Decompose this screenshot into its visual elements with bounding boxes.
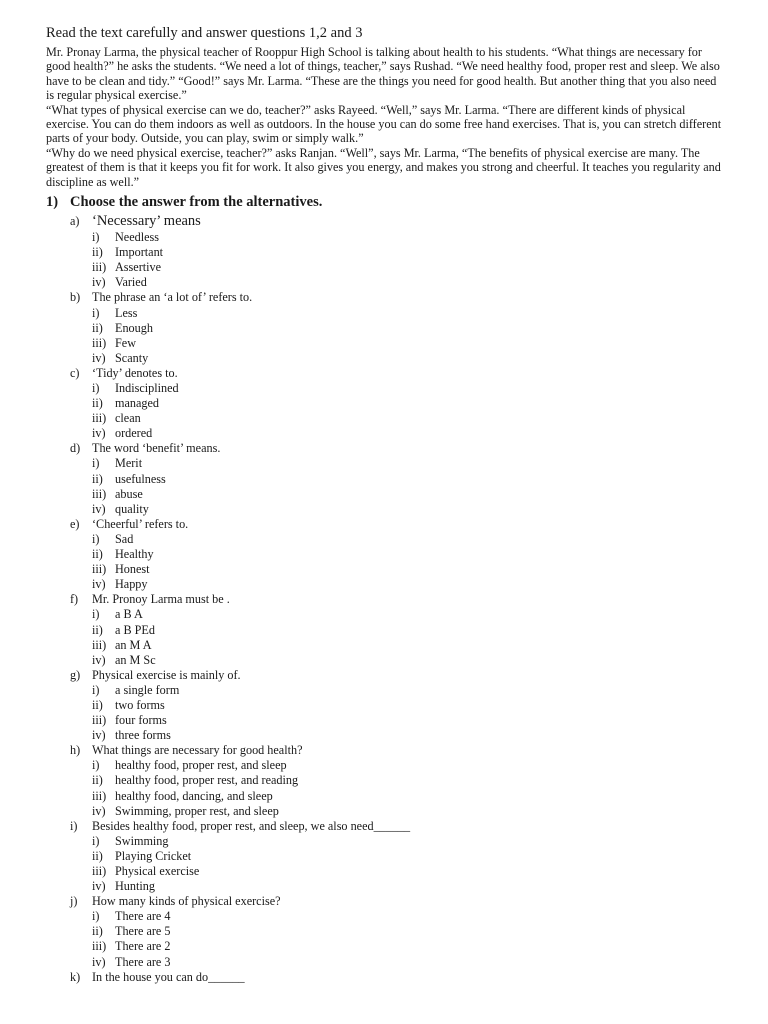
- option-item: [46, 577, 722, 592]
- option-number: i): [92, 531, 100, 546]
- option-number: iii): [92, 411, 107, 426]
- option-item: [46, 879, 722, 894]
- option-item: [46, 909, 722, 924]
- option-item: [46, 773, 722, 788]
- option-number: i): [92, 607, 100, 622]
- question-text: ‘Necessary’ means: [92, 213, 201, 230]
- question-h: [46, 743, 722, 818]
- question-letter: b): [70, 290, 81, 305]
- question-text: Besides healthy food, proper rest, and sleep, we also need______: [92, 818, 411, 833]
- question-line: [46, 592, 722, 607]
- question-line: [46, 894, 722, 909]
- question-text: Mr. Pronoy Larma must be .: [92, 592, 230, 607]
- option-number: ii): [92, 320, 103, 335]
- question-line: [46, 366, 722, 381]
- option-list: [46, 230, 722, 290]
- option-item: [46, 728, 722, 743]
- question-letter: g): [70, 667, 81, 682]
- option-item: [46, 849, 722, 864]
- option-number: iii): [92, 335, 107, 350]
- option-number: iv): [92, 728, 106, 743]
- question-letter: i): [70, 818, 78, 833]
- question-f: [46, 592, 722, 667]
- option-item: [46, 789, 722, 804]
- option-text: three forms: [115, 728, 171, 743]
- option-item: [46, 351, 722, 366]
- option-text: Hunting: [115, 879, 155, 894]
- option-number: iii): [92, 788, 107, 803]
- option-item: [46, 562, 722, 577]
- question-j: [46, 894, 722, 969]
- option-text: abuse: [115, 486, 143, 501]
- option-text: Indisciplined: [115, 381, 179, 395]
- section-heading: [46, 193, 722, 211]
- passage-paragraph-3: “Why do we need physical exercise, teacher?” asks Ranjan. “Well”, says Mr. Larma, “The benefits of physical exercise are many. The greatest of them is that it keeps you fit for work. It also gives you energy, and makes you strong and cheerful. It teaches you regularity and discipline as well.”: [46, 145, 721, 189]
- option-number: i): [92, 682, 100, 697]
- option-number: i): [92, 909, 100, 924]
- option-list: [46, 909, 722, 969]
- option-item: [46, 955, 722, 970]
- option-text: Playing Cricket: [115, 848, 192, 863]
- option-list: [46, 758, 722, 818]
- option-item: [46, 607, 722, 622]
- question-letter: e): [70, 516, 80, 531]
- option-number: ii): [92, 396, 103, 411]
- option-number: i): [92, 381, 100, 395]
- option-item: [46, 381, 722, 396]
- option-item: [46, 804, 722, 819]
- option-number: i): [92, 833, 100, 848]
- question-text: The phrase an ‘a lot of’ refers to.: [92, 290, 253, 305]
- question-letter: c): [70, 365, 80, 380]
- option-item: [46, 472, 722, 487]
- option-text: ordered: [115, 426, 153, 441]
- option-item: [46, 834, 722, 849]
- option-item: [46, 713, 722, 728]
- option-item: [46, 411, 722, 426]
- passage-paragraph-2: “What types of physical exercise can we do, teacher?” asks Rayeed. “Well,” says Mr. Larma. “There are different kinds of physical exercise. You can do them indoors as well as outdoors. In the house you can do some free hand exercises. That is, you can stretch different parts of your body. Outside, you can play, swim or simply walk.”: [46, 102, 722, 146]
- option-number: ii): [92, 924, 103, 939]
- option-text: Varied: [115, 275, 147, 290]
- option-text: There are 3: [115, 954, 171, 969]
- option-item: [46, 502, 722, 517]
- option-text: clean: [115, 411, 141, 426]
- worksheet-page: [46, 24, 722, 985]
- option-number: ii): [92, 773, 103, 788]
- option-text: Sad: [115, 531, 134, 546]
- option-number: iii): [92, 864, 107, 878]
- option-list: [46, 683, 722, 743]
- option-text: Needless: [115, 230, 159, 245]
- option-text: healthy food, proper rest, and sleep: [115, 758, 287, 773]
- option-item: [46, 623, 722, 638]
- question-c: [46, 366, 722, 441]
- option-item: [46, 864, 722, 879]
- option-number: i): [92, 230, 100, 245]
- option-text: four forms: [115, 713, 167, 728]
- option-number: iii): [92, 713, 107, 728]
- option-text: Happy: [115, 577, 148, 592]
- option-list: [46, 381, 722, 441]
- option-text: managed: [115, 396, 159, 411]
- question-text: The word ‘benefit’ means.: [92, 441, 221, 456]
- question-text: ‘Tidy’ denotes to.: [92, 365, 178, 380]
- option-text: Merit: [115, 456, 143, 471]
- option-item: [46, 638, 722, 653]
- question-i: [46, 819, 722, 894]
- option-number: iv): [92, 652, 106, 667]
- question-line: [46, 668, 722, 683]
- option-number: i): [92, 456, 100, 471]
- option-text: Few: [115, 335, 136, 350]
- question-letter: j): [70, 894, 78, 909]
- question-text: ‘Cheerful’ refers to.: [92, 516, 189, 531]
- option-item: [46, 924, 722, 939]
- option-text: Swimming, proper rest, and sleep: [115, 803, 279, 818]
- option-number: ii): [92, 471, 103, 486]
- question-g: [46, 668, 722, 743]
- option-item: [46, 306, 722, 321]
- question-d: [46, 441, 722, 516]
- option-number: iii): [92, 260, 107, 275]
- option-item: [46, 245, 722, 260]
- option-text: two forms: [115, 697, 165, 712]
- option-number: iv): [92, 954, 106, 969]
- question-e: [46, 517, 722, 592]
- question-letter: d): [70, 441, 81, 456]
- option-number: iv): [92, 803, 106, 818]
- option-item: [46, 336, 722, 351]
- question-text: What things are necessary for good health?: [92, 743, 303, 758]
- option-number: ii): [92, 622, 103, 637]
- option-text: There are 5: [115, 924, 171, 939]
- option-item: [46, 396, 722, 411]
- option-item: [46, 653, 722, 668]
- option-number: iii): [92, 562, 107, 577]
- option-number: iv): [92, 275, 106, 290]
- option-text: quality: [115, 501, 149, 516]
- question-letter: a): [70, 214, 80, 229]
- question-letter: k): [70, 969, 81, 984]
- option-list: [46, 607, 722, 667]
- option-item: [46, 426, 722, 441]
- option-item: [46, 260, 722, 275]
- question-line: [46, 517, 722, 532]
- option-item: [46, 275, 722, 290]
- option-number: ii): [92, 848, 103, 863]
- option-text: Healthy: [115, 547, 154, 562]
- option-number: iv): [92, 577, 106, 592]
- option-number: iii): [92, 486, 107, 501]
- option-item: [46, 532, 722, 547]
- option-text: There are 4: [115, 909, 171, 924]
- section-title: Choose the answer from the alternatives.: [70, 194, 323, 211]
- option-item: [46, 758, 722, 773]
- option-number: ii): [92, 697, 103, 712]
- option-text: There are 2: [115, 939, 171, 954]
- option-list: [46, 834, 722, 894]
- option-number: iv): [92, 426, 106, 441]
- question-text: In the house you can do______: [92, 969, 245, 984]
- option-list: [46, 532, 722, 592]
- question-line: [46, 213, 722, 230]
- option-item: [46, 321, 722, 336]
- option-text: an M A: [115, 637, 152, 652]
- option-text: a B PEd: [115, 622, 155, 637]
- question-letter: h): [70, 743, 81, 758]
- option-item: [46, 456, 722, 471]
- option-list: [46, 456, 722, 516]
- option-item: [46, 939, 722, 954]
- option-list: [46, 306, 722, 366]
- option-item: [46, 230, 722, 245]
- option-text: a single form: [115, 682, 180, 697]
- option-text: healthy food, proper rest, and reading: [115, 773, 299, 788]
- question-b: [46, 290, 722, 365]
- question-letter: f): [70, 592, 79, 607]
- option-text: Important: [115, 245, 164, 260]
- question-line: [46, 970, 722, 985]
- option-number: iv): [92, 501, 106, 516]
- option-number: ii): [92, 547, 103, 562]
- option-text: an M Sc: [115, 652, 156, 667]
- question-text: Physical exercise is mainly of.: [92, 667, 241, 682]
- option-text: Swimming: [115, 833, 169, 848]
- option-text: Scanty: [115, 350, 149, 365]
- option-text: Assertive: [115, 260, 162, 275]
- question-line: [46, 290, 722, 305]
- option-item: [46, 683, 722, 698]
- instruction-heading: Read the text carefully and answer questions 1,2 and 3: [46, 25, 363, 41]
- option-number: ii): [92, 245, 103, 260]
- option-item: [46, 698, 722, 713]
- option-text: Physical exercise: [115, 864, 200, 878]
- question-line: [46, 441, 722, 456]
- option-number: i): [92, 758, 100, 773]
- question-k: [46, 970, 722, 985]
- question-line: [46, 743, 722, 758]
- option-number: i): [92, 305, 100, 320]
- option-number: iv): [92, 879, 106, 894]
- section-number: 1): [46, 194, 59, 211]
- option-text: Enough: [115, 320, 153, 335]
- option-text: usefulness: [115, 471, 166, 486]
- option-item: [46, 487, 722, 502]
- passage-paragraph-1: Mr. Pronay Larma, the physical teacher of Rooppur High School is talking about health to his students. “What things are necessary for good health?” he asks the students. “We need a lot of things, teacher,” says Rushad. “We need healthy food, proper rest and sleep. We also have to be clean and tidy.” “Good!” says Mr. Larma. “These are the things you need for good health. But another thing that you also need is regular physical exercise.”: [46, 45, 720, 103]
- option-number: iv): [92, 350, 106, 365]
- question-text: How many kinds of physical exercise?: [92, 894, 281, 909]
- option-text: Less: [115, 305, 138, 320]
- option-text: Honest: [115, 562, 150, 577]
- option-text: healthy food, dancing, and sleep: [115, 788, 273, 803]
- question-list: [46, 213, 722, 985]
- question-a: [46, 213, 722, 290]
- option-number: iii): [92, 939, 107, 954]
- option-number: iii): [92, 637, 107, 652]
- question-line: [46, 819, 722, 834]
- option-item: [46, 547, 722, 562]
- option-text: a B A: [115, 607, 143, 622]
